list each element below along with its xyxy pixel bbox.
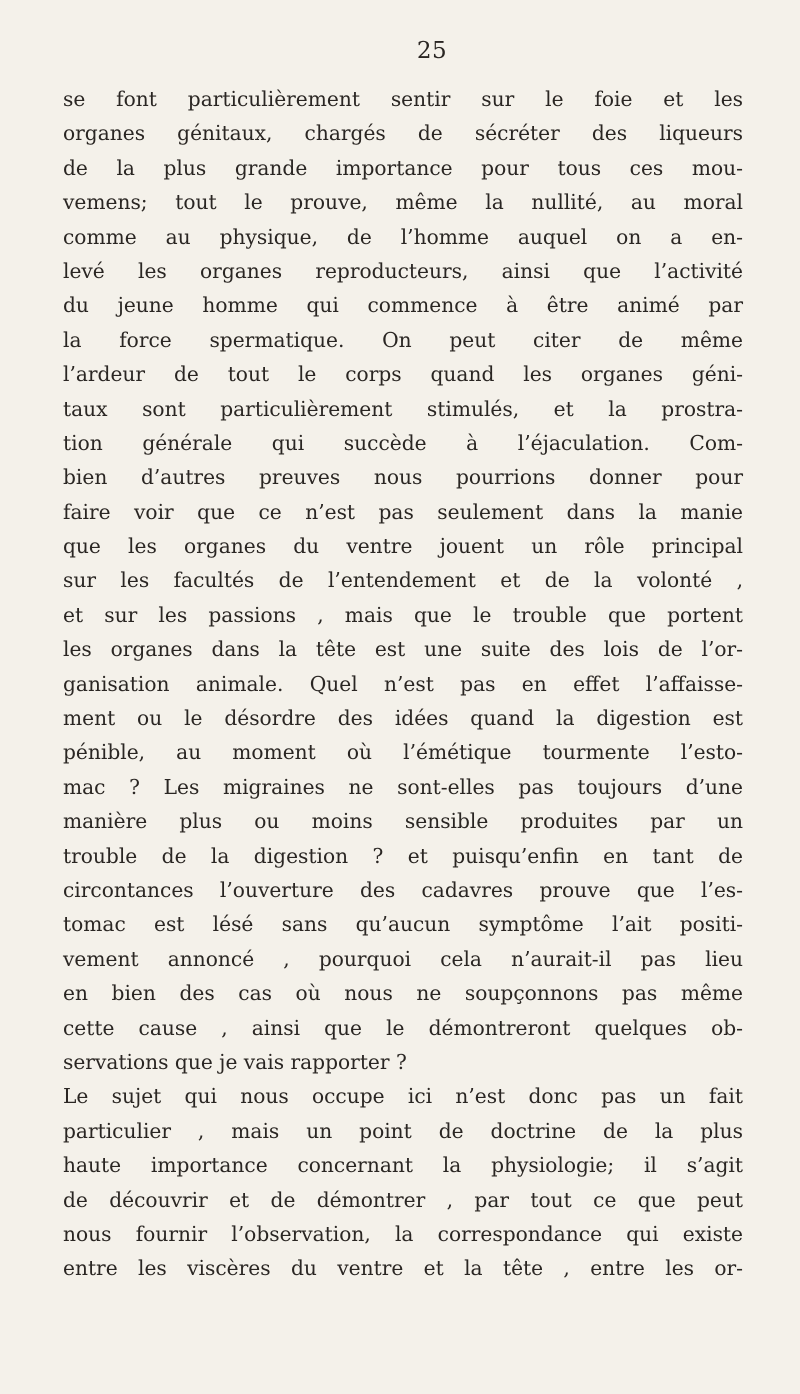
text-line: les organes dans la tête est une suite des lois de l’or- (63, 637, 743, 662)
text-line: servations que je vais rapporter ? (63, 1049, 407, 1074)
text-line: se font particulièrement sentir sur le foie et les (63, 87, 743, 111)
text-line: bien d’autres preuves nous pourrions donner pour (63, 465, 743, 490)
text-line: mac ? Les migraines ne sont-elles pas toujours d’une (63, 774, 743, 799)
text-line: vemens; tout le prouve, même la nullité, au moral (63, 190, 743, 215)
text-line: circontances l’ouverture des cadavres prouve que l’es- (63, 877, 743, 902)
text-line: et sur les passions , mais que le trouble que portent (63, 602, 743, 627)
page-number: 25 (416, 38, 448, 64)
body-text (63, 82, 743, 1286)
text-line: l’ardeur de tout le corps quand les organes géni- (63, 362, 743, 387)
text-line: tion générale qui succède à l’éjaculation. Com- (63, 430, 743, 455)
text-line: sur les facultés de l’entendement et de la volonté , (63, 568, 743, 593)
text-line: trouble de la digestion ? et puisqu’enfin en tant de (63, 843, 743, 868)
text-line: particulier , mais un point de doctrine de la plus (63, 1118, 743, 1143)
text-line: Le sujet qui nous occupe ici n’est donc pas un fait (63, 1084, 743, 1109)
text-line: levé les organes reproducteurs, ainsi que l’activité (63, 258, 743, 283)
text-line: entre les viscères du ventre et la tête , entre les or- (63, 1256, 743, 1281)
text-line: taux sont particulièrement stimulés, et la prostra- (63, 396, 743, 421)
text-line: la force spermatique. On peut citer de même (63, 327, 743, 352)
text-line: tomac est lésé sans qu’aucun symptôme l’ait positi- (63, 912, 743, 937)
text-line: cette cause , ainsi que le démontreront quelques ob- (63, 1015, 743, 1040)
text-line: nous fournir l’observation, la correspondance qui existe (63, 1221, 743, 1246)
text-line: du jeune homme qui commence à être animé par (63, 293, 743, 318)
text-line: que les organes du ventre jouent un rôle principal (63, 534, 743, 559)
text-line: ganisation animale. Quel n’est pas en effet l’affaisse- (63, 671, 743, 696)
text-line: manière plus ou moins sensible produites par un (63, 809, 743, 834)
text-line: de la plus grande importance pour tous ces mou- (63, 155, 743, 180)
text-line: pénible, au moment où l’émétique tourmente l’esto- (63, 740, 743, 765)
text-line: de découvrir et de démontrer , par tout ce que peut (63, 1187, 743, 1212)
text-line: ment ou le désordre des idées quand la digestion est (63, 706, 743, 731)
text-line: comme au physique, de l’homme auquel on a en- (63, 224, 743, 249)
text-line: haute importance concernant la physiologie; il s’agit (63, 1153, 743, 1178)
text-line: faire voir que ce n’est pas seulement dans la manie (63, 499, 743, 524)
text-line: en bien des cas où nous ne soupçonnons pas même (63, 981, 743, 1006)
text-line: organes génitaux, chargés de sécréter des liqueurs (63, 121, 743, 146)
text-line: vement annoncé , pourquoi cela n’aurait-il pas lieu (63, 946, 743, 971)
